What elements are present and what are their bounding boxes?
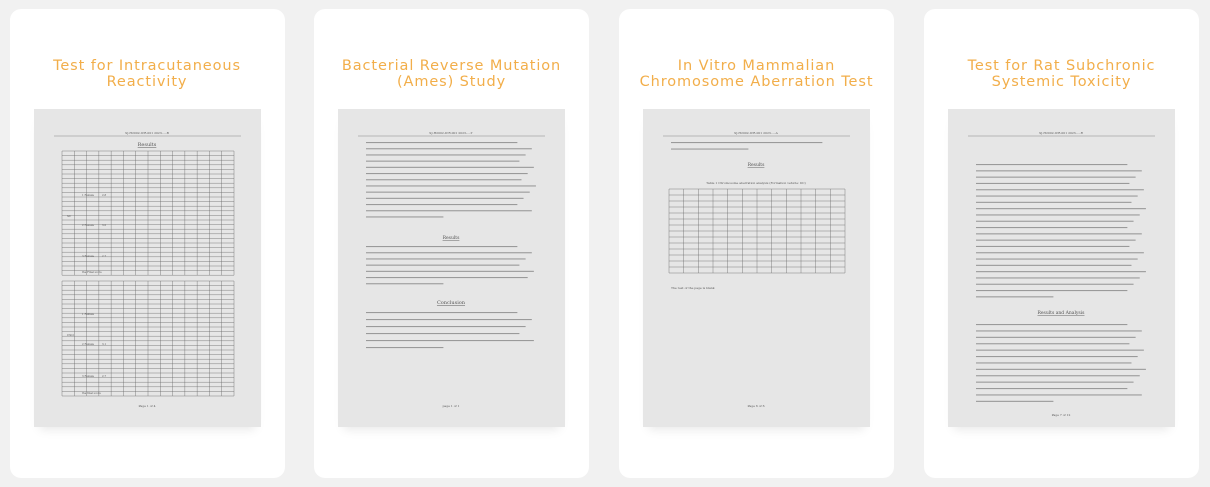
page-header: SJ-H2002-ICR-001 2023-...-R xyxy=(1039,131,1083,135)
weight-value: 2.7 xyxy=(102,255,107,258)
page-number: Page 1 of 4 xyxy=(138,404,156,408)
page-heading: Results xyxy=(137,142,157,148)
group-label: 2 Female xyxy=(82,224,95,227)
report-page-thumbnail[interactable] xyxy=(338,109,565,427)
final-score-label: the final score xyxy=(82,392,101,395)
card-title[interactable]: Test for Intracutaneous Reactivity xyxy=(53,58,241,90)
weight-value: 2.8 xyxy=(102,194,107,197)
card-title[interactable]: Test for Rat Subchronic Systemic Toxicity xyxy=(967,58,1156,90)
table-title: Table 1 Chromosome aberration analysis (Formation vehicle: DC) xyxy=(706,181,806,185)
group-label: 1 Female xyxy=(82,194,95,197)
section-heading: Results and Analysis xyxy=(1037,311,1085,316)
report-page-thumbnail[interactable] xyxy=(948,109,1175,427)
report-card-intracutaneous[interactable] xyxy=(10,9,285,478)
page-header: SJ-H2002-ICR-001 2023-...-T xyxy=(429,131,473,135)
section-heading: Results xyxy=(442,236,460,241)
report-card-ames[interactable] xyxy=(314,9,589,478)
report-page-thumbnail[interactable] xyxy=(643,109,870,427)
group-label: 3 Female xyxy=(82,375,95,378)
report-card-chromosome[interactable] xyxy=(619,9,894,478)
section-heading: Conclusion xyxy=(436,300,466,306)
section-heading: Results xyxy=(747,163,765,168)
report-page-scan xyxy=(643,109,870,427)
page-header: SJ-H2002-ICR-001 2023-...-B xyxy=(125,131,169,135)
report-page-thumbnail[interactable] xyxy=(34,109,261,427)
final-score-label: the Final score xyxy=(82,271,102,274)
report-page-scan xyxy=(338,109,565,427)
report-card-subchronic[interactable] xyxy=(924,9,1199,478)
group-label: 2 Female xyxy=(82,343,95,346)
weight-value: 3.0 xyxy=(102,224,107,227)
page-number: Page 7 of 12 xyxy=(1051,413,1071,417)
report-page-scan xyxy=(34,109,261,427)
page-number: Page 6 of 6 xyxy=(747,404,765,408)
row-label-cso: CSO xyxy=(67,333,74,337)
page-number: page 1 of 1 xyxy=(442,404,460,408)
page-header: SJ-H2002-ICR-001 2023-...-A xyxy=(734,131,778,135)
row-label-sc: SC xyxy=(67,214,72,218)
card-title[interactable]: In Vitro Mammalian Chromosome Aberration Test xyxy=(639,58,874,90)
group-label: 1 Female xyxy=(82,313,95,316)
card-title[interactable]: Bacterial Reverse Mutation (Ames) Study xyxy=(341,58,562,90)
end-note: The rest of the page is blank xyxy=(671,286,715,290)
weight-value: 2.7 xyxy=(102,375,107,378)
report-page-scan xyxy=(948,109,1175,427)
group-label: 3 Female xyxy=(82,255,95,258)
weight-value: 3.1 xyxy=(102,343,107,346)
